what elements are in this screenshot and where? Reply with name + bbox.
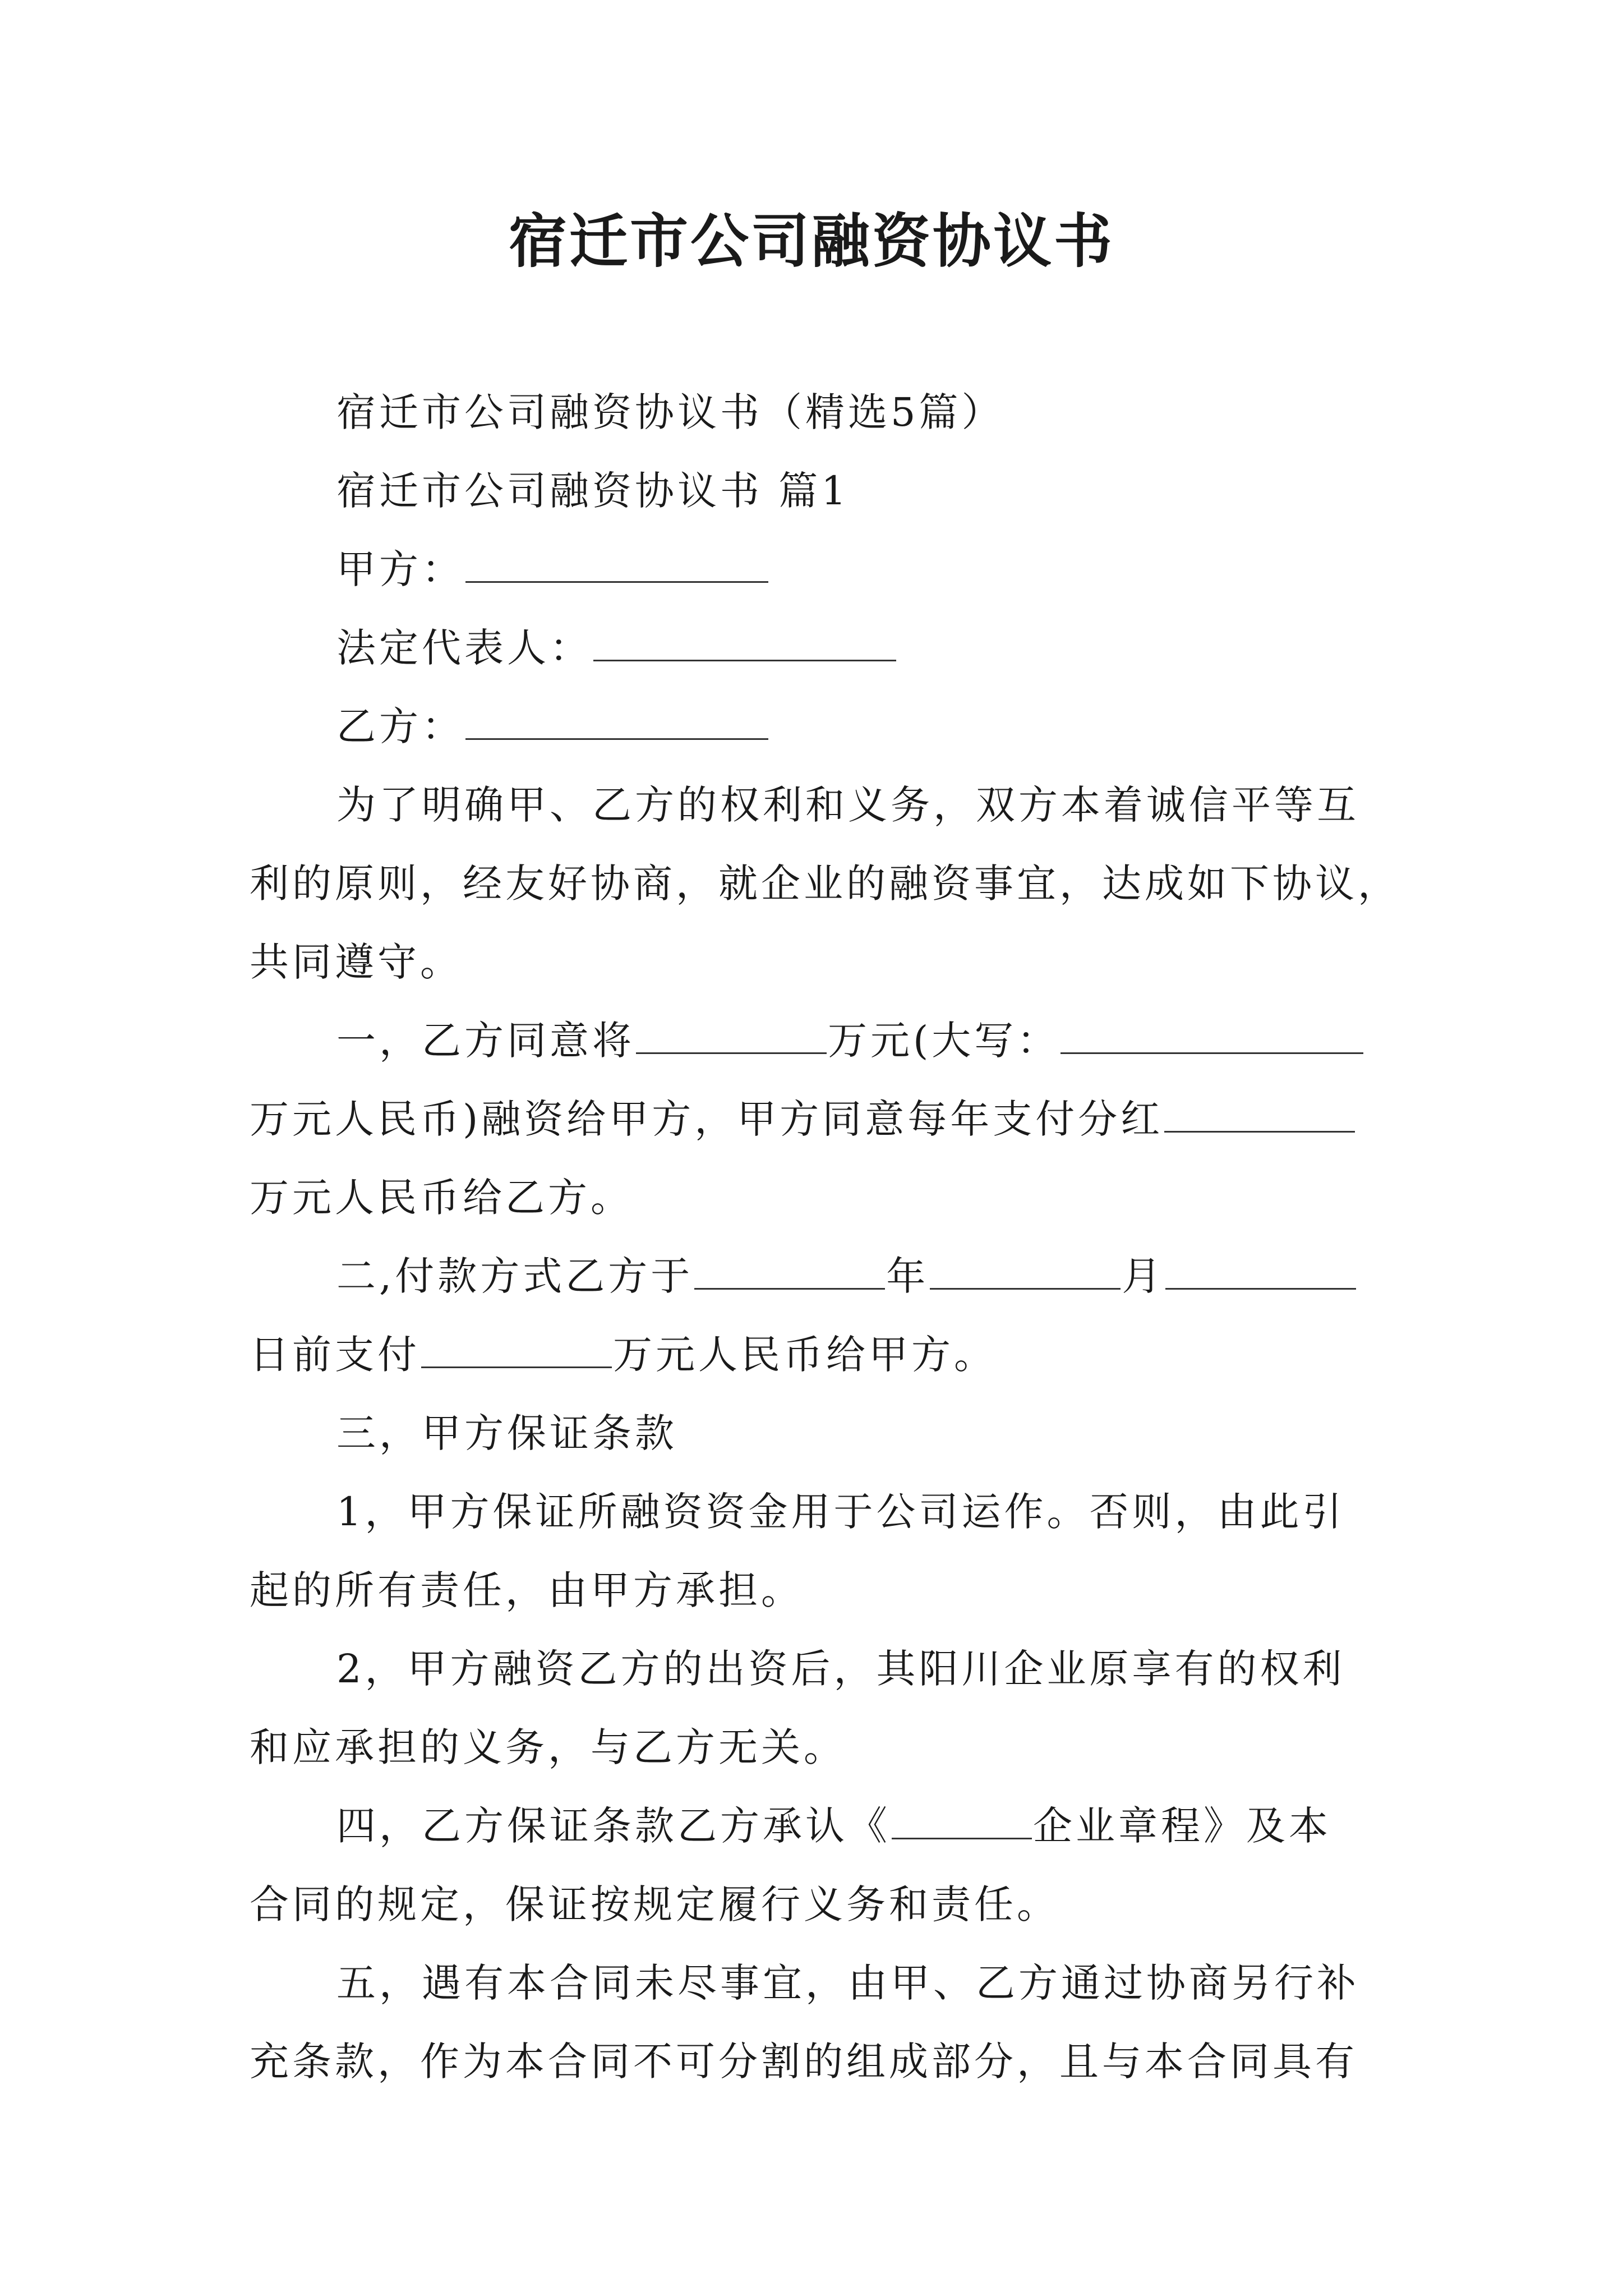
document-title: 宿迁市公司融资协议书 <box>508 206 1114 275</box>
clause1-line-3: 万元人民币给乙方。 <box>250 1175 633 1221</box>
intro-line-3: 共同遵守。 <box>250 939 463 985</box>
clause3-2-line-2: 和应承担的义务，与乙方无关。 <box>250 1724 846 1770</box>
clause3-2-line-1: 2，甲方融资乙方的出资后，其阳川企业原享有的权利 <box>336 1646 1345 1692</box>
amount-blank <box>636 1019 827 1054</box>
party-b-blank <box>465 705 768 740</box>
legal-rep-line <box>336 609 897 687</box>
month-blank <box>930 1254 1121 1290</box>
party-a-line <box>336 530 769 609</box>
clause1-text-2: 万元(大写： <box>828 1018 1060 1064</box>
amount-capital-blank <box>1061 1019 1363 1054</box>
intro-line-2: 利的原则，经友好协商，就企业的融资事宜，达成如下协议， <box>250 861 1400 907</box>
charter-blank <box>892 1804 1032 1839</box>
clause1-text-1: 一，乙方同意将 <box>336 1018 635 1064</box>
party-b-line <box>336 687 769 766</box>
dividend-blank <box>1164 1097 1355 1133</box>
party-b-label: 乙方： <box>336 703 464 749</box>
clause2-text-5: 万元人民币给甲方。 <box>613 1332 997 1378</box>
clause4-text-2: 企业章程》及本 <box>1033 1803 1331 1849</box>
clause2-text-1: 二,付款方式乙方于 <box>336 1253 694 1299</box>
legal-rep-blank <box>593 626 896 661</box>
clause2-line-1 <box>336 1237 1357 1315</box>
year-blank <box>694 1254 885 1290</box>
party-a-blank <box>465 547 768 583</box>
clause5-line-1: 五，遇有本合同未尽事宜，由甲、乙方通过协商另行补 <box>336 1960 1359 2006</box>
clause3-1-line-1: 1，甲方保证所融资资金用于公司运作。否则，由此引 <box>336 1489 1345 1535</box>
section-heading: 宿迁市公司融资协议书 篇1 <box>336 468 850 514</box>
party-a-label: 甲方： <box>336 546 464 592</box>
subtitle-line: 宿迁市公司融资协议书（精选5篇） <box>336 389 1004 435</box>
clause2-line-2 <box>250 1315 997 1394</box>
clause1-line-2 <box>250 1080 1356 1158</box>
clause4-line-1 <box>336 1787 1331 1865</box>
clause2-text-4: 日前支付 <box>250 1332 420 1378</box>
payment-blank <box>421 1333 612 1368</box>
intro-line-1: 为了明确甲、乙方的权利和义务，双方本着诚信平等互 <box>336 782 1359 828</box>
legal-rep-label: 法定代表人： <box>336 625 592 671</box>
clause3-1-line-2: 起的所有责任，由甲方承担。 <box>250 1567 804 1613</box>
clause2-text-2: 年 <box>886 1253 929 1299</box>
clause4-line-2: 合同的规定，保证按规定履行义务和责任。 <box>250 1881 1059 1927</box>
clause1-text-3: 万元人民币)融资给甲方，甲方同意每年支付分红 <box>250 1096 1164 1142</box>
clause2-text-3: 月 <box>1122 1253 1165 1299</box>
clause4-text-1: 四，乙方保证条款乙方承认《 <box>336 1803 891 1849</box>
clause1-line-1 <box>336 1001 1364 1080</box>
clause3-heading: 三，甲方保证条款 <box>336 1410 677 1456</box>
day-blank <box>1165 1254 1356 1290</box>
clause5-line-2: 充条款，作为本合同不可分割的组成部分，且与本合同具有 <box>250 2039 1358 2085</box>
